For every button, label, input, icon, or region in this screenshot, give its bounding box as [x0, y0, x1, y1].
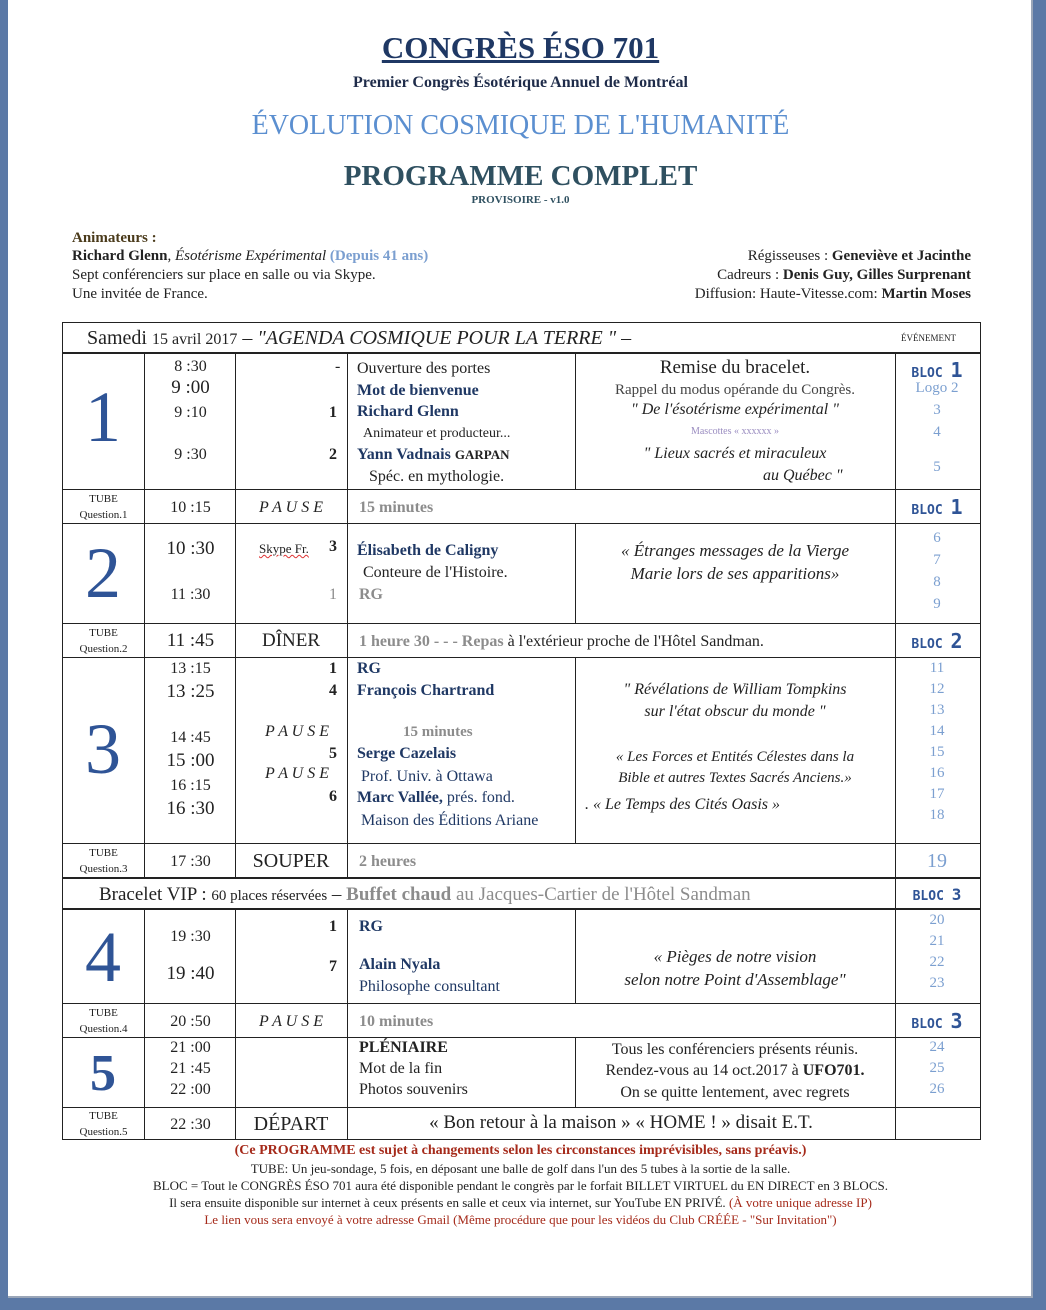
time: 22 :00	[170, 1081, 211, 1098]
time: 13 :25	[166, 681, 215, 702]
schedule-table	[62, 322, 981, 1140]
time: 9 :10	[174, 404, 207, 421]
speaker-role: Prof. Univ. à Ottawa	[361, 768, 493, 785]
block-4-row	[63, 910, 980, 1004]
cadreurs-line: Cadreurs : Denis Guy, Gilles Surprenant	[717, 267, 971, 283]
speaker-role: Spéc. en mythologie.	[369, 468, 505, 485]
dinner-label: SOUPER	[252, 850, 330, 872]
agenda-item: Photos souvenirs	[359, 1081, 468, 1098]
block-3-row	[63, 658, 980, 844]
description: Rappel du modus opérande du Congrès.	[615, 382, 855, 398]
block-number: 4	[85, 917, 121, 997]
departure-label: DÉPART	[253, 1113, 329, 1135]
speaker-name: François Chartrand	[357, 682, 495, 699]
talk-title: au Québec "	[763, 467, 843, 484]
agenda-item: Ouverture des portes	[357, 360, 491, 377]
time: 11 :45	[166, 630, 215, 651]
speaker-number: 7	[329, 958, 337, 975]
time: 13 :15	[170, 660, 211, 677]
diffusion-line: Diffusion: Haute-Vitesse.com: Martin Moses	[694, 286, 971, 302]
speaker-name: RG	[357, 660, 381, 677]
guest-line: Une invitée de France.	[72, 286, 208, 302]
tube-label: TUBE Question.3	[79, 847, 128, 875]
duration: 10 minutes	[359, 1013, 434, 1030]
talk-title: selon notre Point d'Assemblage"	[624, 970, 846, 989]
note-bloc: BLOC = Tout le CONGRÈS ÉSO 701 aura été disponible pendant le congrès par le forfait BILLET VIRTUEL du EN DIRECT en 3 BLOCS.	[153, 1178, 888, 1193]
programme-heading: PROGRAMME COMPLET	[343, 160, 698, 192]
talk-title: sur l'état obscur du monde "	[644, 703, 826, 720]
duration: 2 heures	[359, 853, 417, 870]
lunch-details: 1 heure 30 - - - Repas à l'extérieur proche de l'Hôtel Sandman.	[359, 633, 764, 650]
talk-title: « Étranges messages de la Vierge	[620, 541, 850, 560]
theme-heading: ÉVOLUTION COSMIQUE DE L'HUMANITÉ	[251, 110, 790, 141]
block-5-row	[63, 1038, 980, 1108]
event-number: 14	[929, 723, 945, 739]
vip-text: Bracelet VIP : 60 places réservées – Buffet chaud au Jacques-Cartier de l'Hôtel Sandman	[99, 884, 751, 905]
document-page	[8, 0, 1033, 1298]
speaker-role: Conteure de l'Histoire.	[363, 564, 508, 581]
talk-title: Marie lors de ses apparitions»	[630, 564, 840, 583]
time: 16 :30	[166, 798, 215, 819]
dash: -	[335, 358, 341, 375]
tube-label: TUBE Question.4	[79, 1007, 128, 1035]
event-number: 3	[933, 402, 941, 418]
tube-label: TUBE Question.2	[79, 627, 128, 655]
speaker-number: 3	[329, 538, 337, 555]
time: 14 :45	[170, 729, 211, 746]
pause-label: P A U S E	[265, 765, 330, 782]
speaker-number: 4	[329, 682, 337, 699]
speaker-number: 1	[329, 404, 337, 421]
speaker-number: 2	[329, 446, 337, 463]
duration: 15 minutes	[359, 499, 434, 516]
mascots: Mascottes « xxxxxx »	[690, 426, 780, 437]
talk-title: " Lieux sacrés et miraculeux	[643, 445, 827, 462]
time: 11 :30	[170, 586, 211, 603]
event-number: 24	[929, 1039, 945, 1055]
block-1-row	[63, 354, 980, 490]
event-number: 12	[929, 681, 945, 697]
event-number: 11	[929, 660, 945, 676]
event-number: 20	[929, 912, 945, 928]
speaker-role: Animateur et producteur...	[363, 426, 511, 441]
speaker-number: 1	[329, 660, 337, 677]
time: 21 :45	[170, 1060, 211, 1077]
time: 19 :30	[170, 928, 211, 945]
regisseuses-line: Régisseuses : Geneviève et Jacinthe	[747, 248, 971, 264]
event-number: 19	[927, 850, 947, 872]
event-column-label: ÉVÉNEMENT	[901, 333, 956, 343]
talk-title: Bible et autres Textes Sacrés Anciens.»	[618, 770, 852, 786]
description: Remise du bracelet.	[659, 357, 811, 378]
agenda-item: PLÉNIAIRE	[359, 1039, 448, 1056]
time: 9 :00	[171, 377, 210, 398]
event-number: 7	[933, 552, 941, 568]
event-number: 13	[929, 702, 945, 718]
lunch-label: DÎNER	[261, 630, 321, 651]
time: 17 :30	[170, 853, 211, 870]
speaker-name: Alain Nyala	[359, 956, 441, 973]
animators-label: Animateurs :	[72, 230, 157, 246]
time: 9 :30	[174, 446, 207, 463]
talk-title: " Révélations de William Tompkins	[623, 681, 847, 698]
talk-title: « Pièges de notre vision	[653, 947, 817, 966]
agenda-item: Mot de bienvenue	[357, 382, 479, 399]
time: 19 :40	[166, 963, 215, 984]
note-youtube: Il sera ensuite disponible sur internet à ceux présents en salle et ceux via internet, sur YouTube EN PRIVÉ. (À votre unique adresse IP)	[169, 1195, 872, 1210]
disclaimer: (Ce PROGRAMME est sujet à changements selon les circonstances imprévisibles, sans préavis.)	[234, 1143, 807, 1158]
event-number: 4	[933, 424, 941, 440]
event-number: 21	[929, 933, 945, 949]
skype-label: Skype Fr.	[259, 541, 309, 556]
time: 16 :15	[170, 777, 211, 794]
speaker-name: RG	[359, 918, 383, 935]
pause-label: P A U S E	[265, 723, 330, 740]
bloc-badge: BLOC 1	[911, 358, 963, 382]
speaker-name: Richard Glenn	[357, 403, 459, 420]
pause-4-row	[63, 1004, 980, 1038]
speaker-number: 1	[329, 586, 337, 603]
block-number: 5	[90, 1045, 116, 1102]
event-number: 16	[929, 765, 945, 781]
version-label: PROVISOIRE - v1.0	[471, 194, 570, 206]
talk-title: " De l'ésotérisme expérimental "	[631, 401, 839, 418]
event-number: 18	[929, 807, 945, 823]
speakers-line: Sept conférenciers sur place en salle ou via Skype.	[72, 267, 376, 283]
pause-1-row	[63, 490, 980, 524]
speaker-name: Yann Vadnais GARPAN	[357, 446, 510, 463]
tube-label: TUBE Question.5	[79, 1110, 128, 1138]
agenda-item: Mot de la fin	[359, 1060, 443, 1077]
bloc-badge: BLOC 2	[911, 629, 963, 653]
speaker-role: Philosophe consultant	[359, 978, 500, 995]
farewell-message: « Bon retour à la maison » « HOME ! » disait E.T.	[429, 1112, 813, 1133]
block-number: 1	[85, 377, 121, 457]
speaker-name: Élisabeth de Caligny	[357, 542, 499, 559]
speaker-name: Marc Vallée, prés. fond.	[357, 789, 515, 806]
time: 10 :15	[170, 499, 211, 516]
departure-row	[63, 1108, 980, 1140]
event-number: 23	[929, 975, 945, 991]
time: 22 :30	[170, 1116, 211, 1133]
event-number: 9	[933, 596, 941, 612]
document-title: CONGRÈS ÉSO 701	[381, 30, 660, 65]
description: Rendez-vous au 14 oct.2017 à UFO701.	[605, 1062, 865, 1079]
bloc-badge: BLOC 3	[911, 1009, 963, 1033]
speaker-name: RG	[359, 586, 383, 603]
description: On se quitte lentement, avec regrets	[620, 1084, 850, 1101]
event-number: 8	[933, 574, 941, 590]
tube-label: TUBE Question.1	[79, 493, 128, 521]
event-number: Logo 2	[915, 380, 959, 396]
event-number: 22	[929, 954, 945, 970]
bloc-badge: BLOC 1	[911, 495, 963, 519]
speaker-number: 1	[329, 918, 337, 935]
duration: 15 minutes	[403, 724, 473, 740]
time: 10 :30	[166, 538, 215, 559]
dinner-row	[63, 844, 980, 878]
event-number: 25	[929, 1060, 945, 1076]
talk-title: « Les Forces et Entités Célestes dans la	[615, 749, 855, 765]
animator-line: Richard Glenn, Ésotérisme Expérimental (Depuis 41 ans)	[72, 248, 429, 264]
event-number: 17	[929, 786, 945, 802]
pause-label: P A U S E	[258, 499, 323, 516]
block-2-row	[63, 524, 980, 624]
speaker-role: Maison des Éditions Ariane	[361, 812, 539, 829]
event-number: 6	[933, 530, 941, 546]
description: Tous les conférenciers présents réunis.	[611, 1041, 859, 1058]
note-link: Le lien vous sera envoyé à votre adresse Gmail (Même procédure que pour les vidéos du Club CRÉÉE - "Sur Invitation")	[204, 1212, 837, 1227]
event-number: 15	[929, 744, 945, 760]
time: 8 :30	[174, 358, 207, 375]
note-tube: TUBE: Un jeu-sondage, 5 fois, en déposant une balle de golf dans l'un des 5 tubes à la sortie de la salle.	[250, 1161, 791, 1176]
speaker-number: 5	[329, 745, 337, 762]
lunch-row	[63, 624, 980, 658]
speaker-name: Serge Cazelais	[357, 745, 457, 762]
document-subtitle: Premier Congrès Ésotérique Annuel de Montréal	[353, 74, 688, 91]
time: 21 :00	[170, 1039, 211, 1056]
event-number: 5	[933, 459, 941, 475]
day-title: Samedi 15 avril 2017 – "AGENDA COSMIQUE POUR LA TERRE " –	[87, 327, 632, 349]
time: 15 :00	[166, 750, 215, 771]
day-header-row	[63, 323, 980, 354]
speaker-number: 6	[329, 788, 337, 805]
vip-row	[63, 878, 980, 910]
time: 20 :50	[170, 1013, 211, 1030]
block-number: 2	[85, 533, 121, 613]
event-number: 26	[929, 1081, 945, 1097]
talk-title: . « Le Temps des Cités Oasis »	[585, 796, 780, 813]
bloc-badge: BLOC 3	[912, 885, 962, 904]
block-number: 3	[85, 709, 121, 789]
pause-label: P A U S E	[258, 1013, 323, 1030]
